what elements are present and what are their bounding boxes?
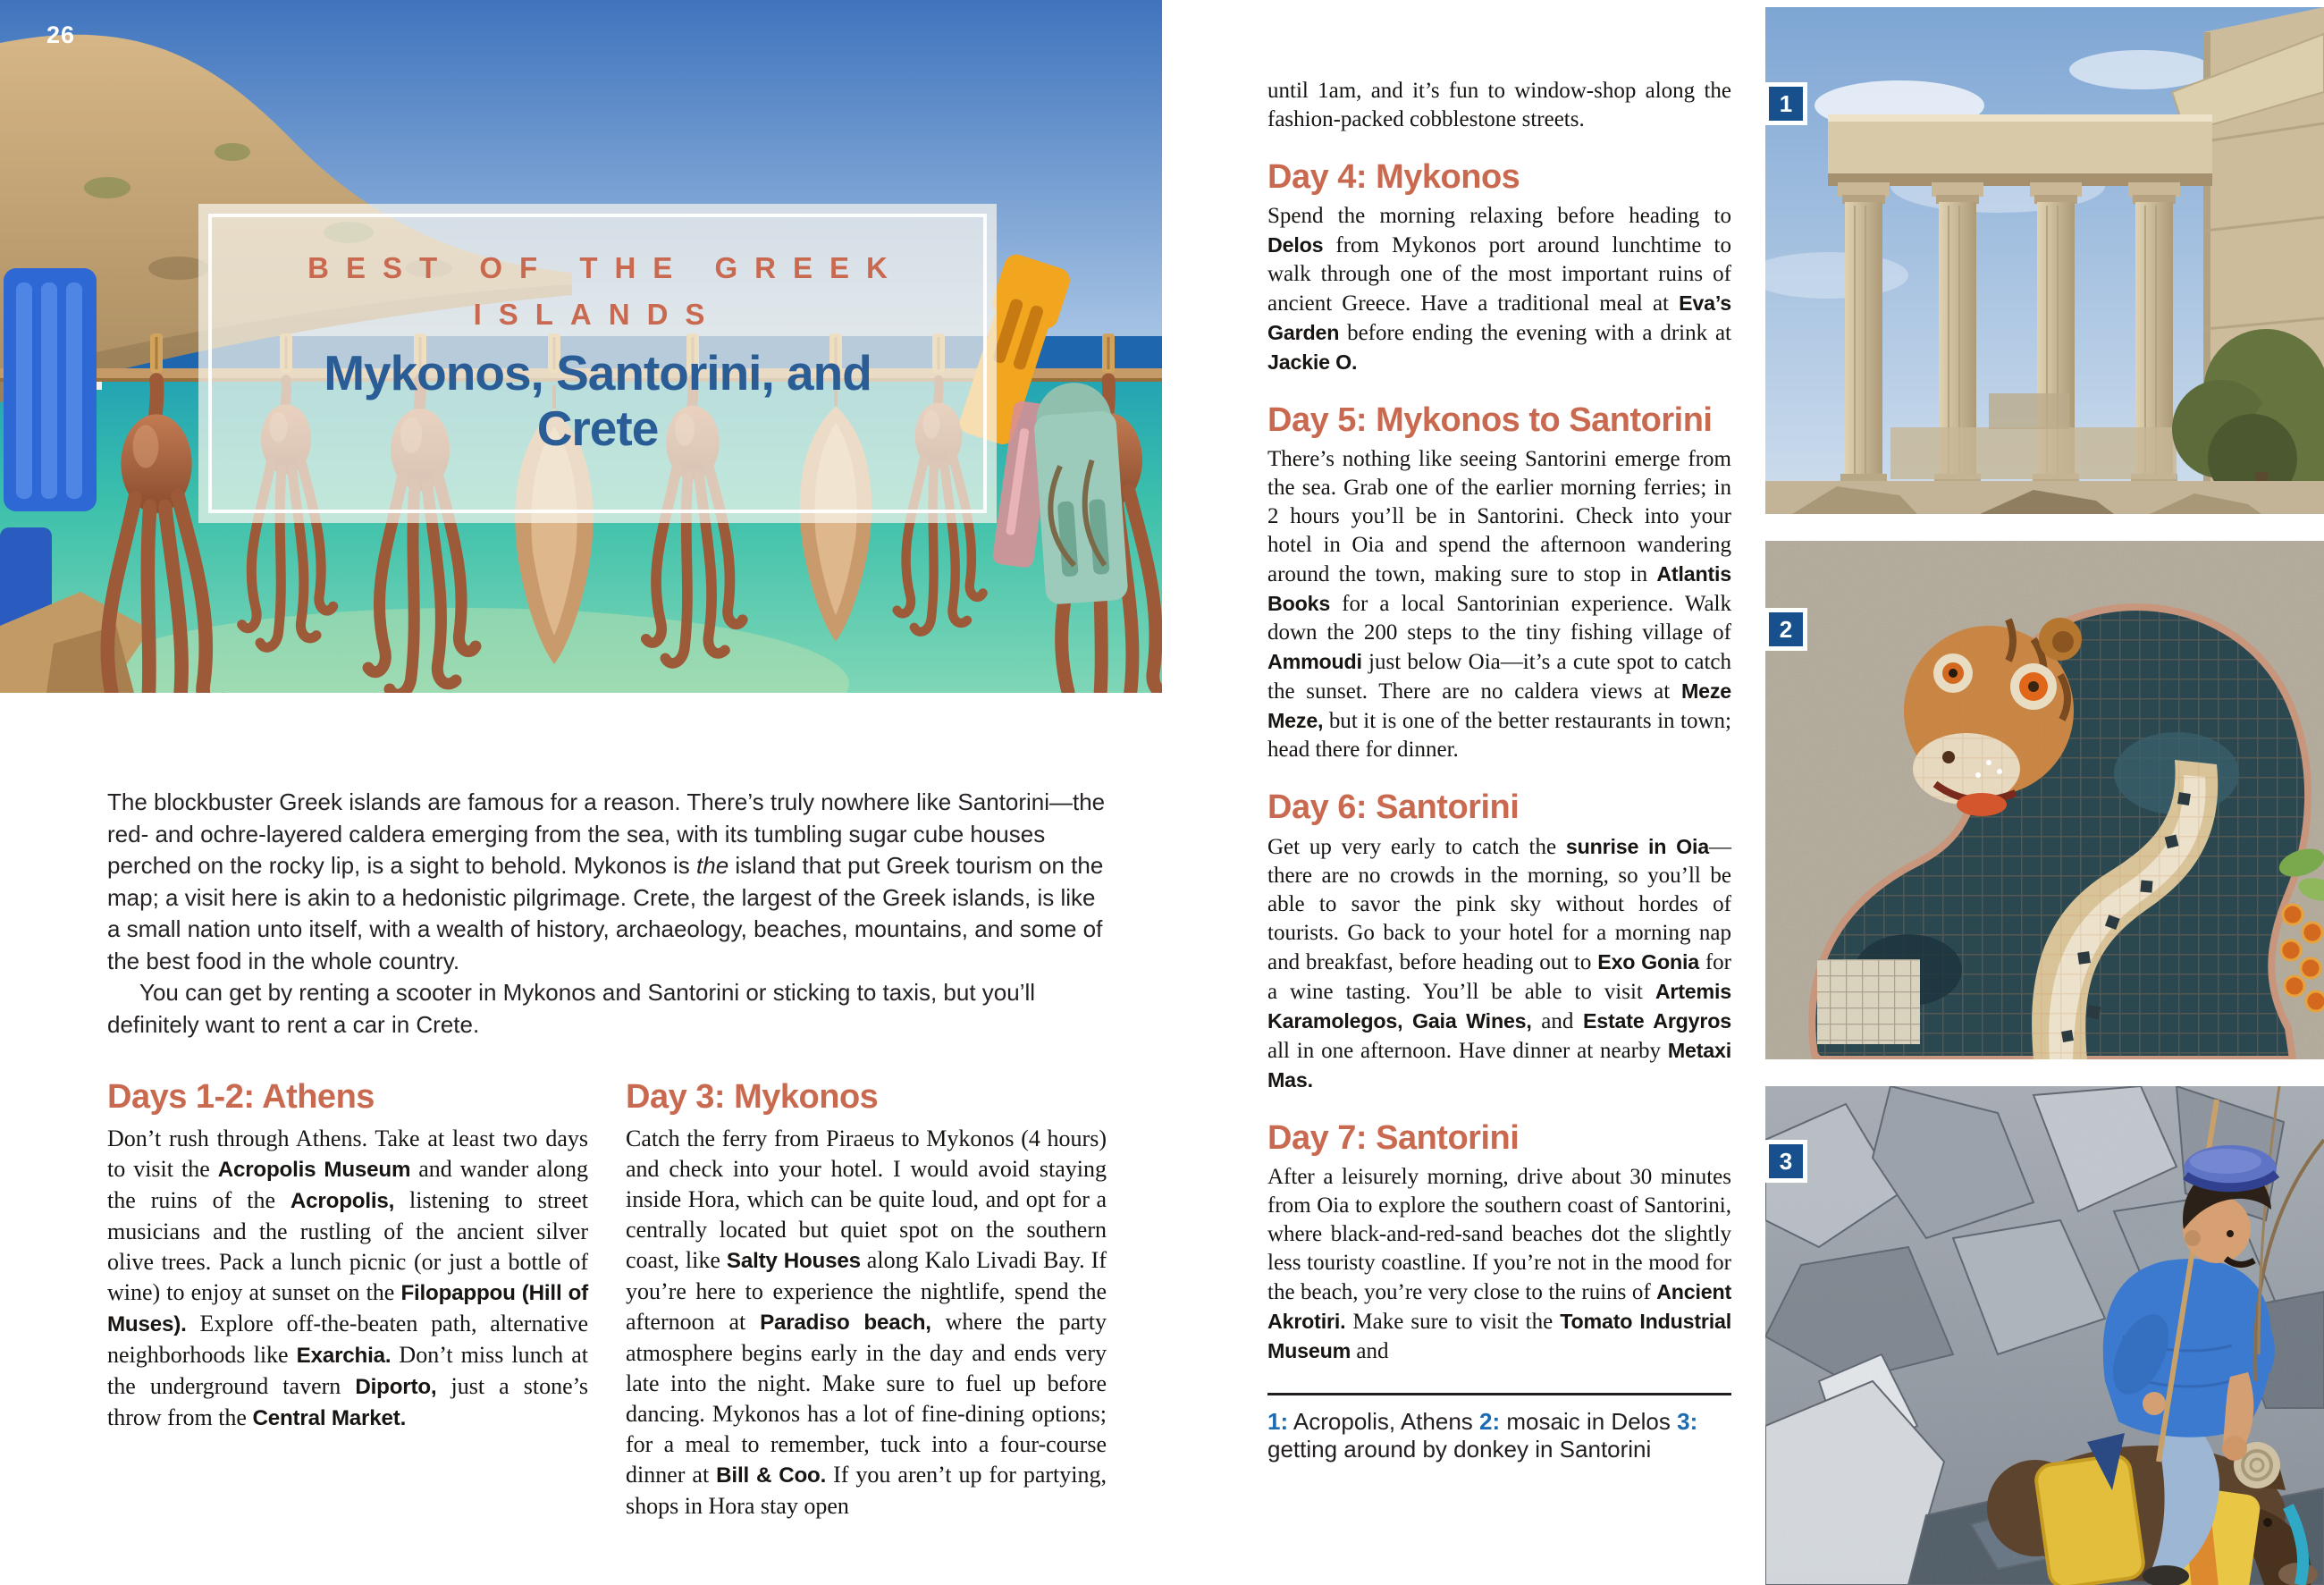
photo-mosaic-delos: [1765, 541, 2324, 1059]
foreground-rubble: [1765, 481, 2324, 514]
heading-day-7-santorini: Day 7: Santorini: [1267, 1119, 1520, 1157]
hero-title-box: [198, 204, 997, 523]
intro-paragraphs: [107, 787, 1107, 1041]
heading-day-4-mykonos: Day 4: Mykonos: [1267, 158, 1520, 196]
right-page-text-column: [1267, 77, 1731, 1463]
heading-day-6-santorini: Day 6: Santorini: [1267, 788, 1520, 826]
day-3-continuation: until 1am, and it’s fun to window-shop along the fashion-packed cobblestone streets.: [1267, 79, 1731, 131]
body-day-7-santorini: After a leisurely morning, drive about 30 minutes from Oia to explore the southern coast of Santorini, where black-and-red-sand beaches dot the slightly less touristy coastline. If you’re not in the mood for the beach, you’re very close to the ruins of Ancient Akrotiri. Make sure to visit the Tomato Industrial Museum and: [1267, 1165, 1731, 1363]
photo-badge-1: 1: [1765, 82, 1807, 125]
photo-donkey-santorini: [1765, 1086, 2324, 1585]
intro-paragraph-1: The blockbuster Greek islands are famous for a reason. There’s truly nowhere like Santorini—the red- and ochre-layered caldera emerging from the sea, with its tumbling sugar cube houses perched on the rocky lip, is a sight to behold. Mykonos is the island that put Greek tourism on the map; a visit here is akin to a hedonistic pilgrimage. Crete, the largest of the Greek islands, is like a small nation unto itself, with a wealth of history, archaeology, beaches, mountains, and some of the best food in the whole country.: [107, 788, 1106, 974]
column-day-3: [626, 1077, 1107, 1522]
body-day-3-mykonos: Catch the ferry from Piraeus to Mykonos (4 hours) and check into your hotel. I would avoid staying inside Hora, which can be quite loud, and opt for a centrally located but quiet spot on the southern coast, like Salty Houses along Kalo Livadi Bay. If you’re here to experience the nightlife, spend the afternoon at Paradiso beach, where the party atmosphere begins early in the day and ends very late into the night. Make sure to fuel up before dancing. Mykonos has a lot of fine-dining options; for a meal to remember, tuck into a four-course dinner at Bill & Coo. If you aren’t up for partying, shops in Hora stay open: [626, 1126, 1107, 1519]
photo-badge-3: 3: [1765, 1140, 1807, 1183]
acropolis-photo-graphic: [1765, 7, 2324, 514]
body-day-5-mykonos-to-santorini: There’s nothing like seeing Santorini emerge from the sea. Grab one of the earlier morning ferries; in 2 hours you’ll be in Santorini. Check into your hotel in Oia and spend the afternoon wandering around the town, making sure to stop in Atlantis Books for a local Santorinian experience. Walk down the 200 steps to the tiny fishing village of Ammoudi just below Oia—it’s a cute spot to catch the sunset. There are no caldera views at Meze Meze, but it is one of the better restaurants in town; head there for dinner.: [1267, 447, 1731, 762]
page-number: 26: [46, 21, 76, 48]
left-page-columns: [107, 1077, 1107, 1522]
donkey-photo-graphic: [1765, 1086, 2324, 1585]
caption-divider: [1267, 1393, 1731, 1395]
photo-acropolis-athens: [1765, 7, 2324, 514]
body-day-4-mykonos: Spend the morning relaxing before heading to Delos from Mykonos port around lunchtime to walk through one of the most important ruins of ancient Greece. Have a traditional meal at Eva’s Garden before ending the evening with a drink at Jackie O.: [1267, 204, 1731, 374]
photo-caption: 1: Acropolis, Athens 2: mosaic in Delos 3: getting around by donkey in Santorini: [1267, 1408, 1698, 1463]
heading-days-1-2-athens: Days 1-2: Athens: [107, 1078, 375, 1116]
mosaic-white-tiles: [1817, 959, 1920, 1044]
mosaic-photo-graphic: [1765, 541, 2324, 1059]
body-days-1-2-athens: Don’t rush through Athens. Take at least two days to visit the Acropolis Museum and wander along the ruins of the Acropolis, listening to street musicians and the rustling of the ancient silver olive trees. Pack a lunch picnic (or just a bottle of wine) to enjoy at sunset on the Filopappou (Hill of Muses). Explore off-the-beaten path, alternative neighborhoods like Exarchia. Don’t miss lunch at the underground tavern Diporto, just a stone’s throw from the Central Market.: [107, 1126, 588, 1430]
body-day-6-santorini: Get up very early to catch the sunrise in Oia—there are no crowds in the morning, so you’ll be able to savor the pink sky without hordes of tourists. Go back to your hotel for a morning nap and breakfast, before heading out to Exo Gonia for a wine tasting. You’ll be able to visit Artemis Karamolegos, Gaia Wines, and Estate Argyros all in one afternoon. Have dinner at nearby Metaxi Mas.: [1267, 835, 1731, 1092]
hero-photo-octopus-drying: [0, 0, 1162, 693]
hero-kicker: BEST OF THE GREEK ISLANDS: [307, 251, 905, 331]
photo-badge-2: 2: [1765, 608, 1807, 651]
intro-paragraph-2: You can get by renting a scooter in Mykonos and Santorini or sticking to taxis, but you’ll definitely want to rent a car in Crete.: [107, 979, 1036, 1038]
heading-day-3-mykonos: Day 3: Mykonos: [626, 1078, 879, 1116]
hero-title: Mykonos, Santorini, and Crete: [324, 345, 872, 456]
heading-day-5-mykonos-to-santorini: Day 5: Mykonos to Santorini: [1267, 401, 1713, 439]
column-days-1-2: [107, 1077, 588, 1522]
